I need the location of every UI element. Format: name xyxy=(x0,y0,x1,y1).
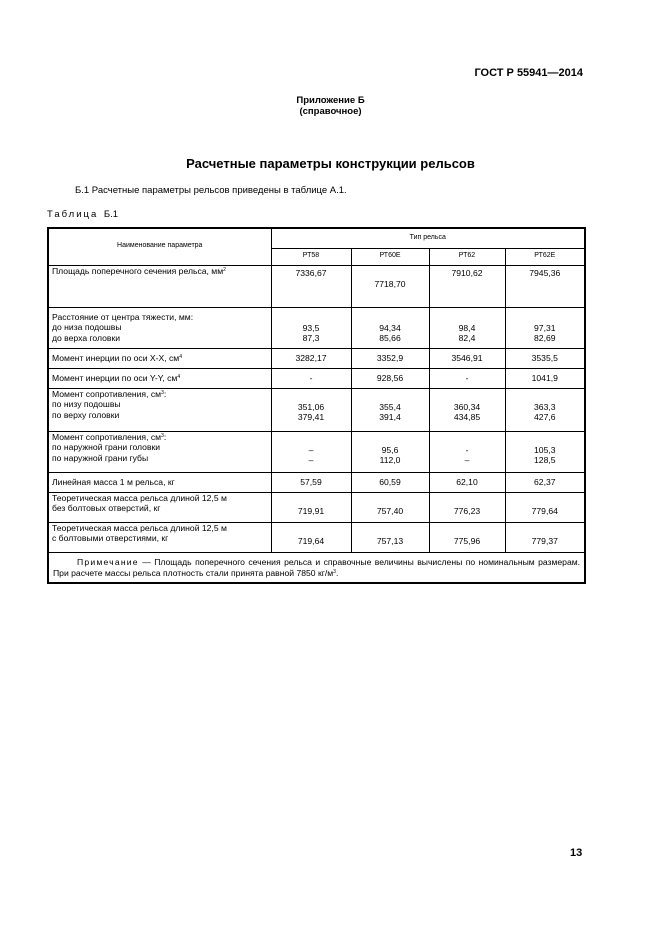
value-cell: 98,4 82,4 xyxy=(429,307,505,348)
value-cell: - xyxy=(429,368,505,388)
value-cell: 355,4 391,4 xyxy=(351,388,429,431)
value-cell: 97,31 82,69 xyxy=(505,307,585,348)
page-number: 13 xyxy=(570,847,583,859)
value-cell: 3282,17 xyxy=(271,348,351,368)
value-cell: 7336,67 xyxy=(271,265,351,307)
table-header-row xyxy=(48,228,585,248)
value-cell: - – xyxy=(429,431,505,472)
param-name: Линейная масса 1 м рельса, кг xyxy=(48,472,271,492)
param-name: Теоретическая масса рельса длиной 12,5 м с болтовыми отверстиями, кг xyxy=(48,522,271,552)
value-cell: 363,3 427,6 xyxy=(505,388,585,431)
value-cell: 719,91 xyxy=(271,492,351,522)
param-name: Момент сопротивления, $см^3$: по наружной грани головки по наружной грани губы xyxy=(48,431,271,472)
table-caption-label: Таблица xyxy=(47,209,99,220)
rail-parameters-table xyxy=(47,227,586,584)
value-cell: 779,37 xyxy=(505,522,585,552)
type-header: РТ62 xyxy=(429,248,505,265)
table-row xyxy=(48,492,585,522)
note-text: — Площадь поперечного сечения рельса и справочные величины вычислены по номинальным размерам. При расчете массы рельса плотность стали принята равной 7850 кг/м xyxy=(53,556,581,578)
value-cell: - xyxy=(271,368,351,388)
table-caption-number: Б.1 xyxy=(103,209,119,220)
value-cell: 57,59 xyxy=(271,472,351,492)
value-cell: 105,3 128,5 xyxy=(505,431,585,472)
value-cell: 779,64 xyxy=(505,492,585,522)
value-cell: 7945,36 xyxy=(505,265,585,307)
note-row xyxy=(48,552,585,583)
type-header: РТ62Е xyxy=(505,248,585,265)
value-cell: 351,06 379,41 xyxy=(271,388,351,431)
document-number: ГОСТ Р 55941—2014 xyxy=(474,67,583,79)
value-cell: 94,34 85,66 xyxy=(351,307,429,348)
table-row xyxy=(48,265,585,307)
table-note: Примечание — Площадь поперечного сечения рельса и справочные величины вычислены по номинальным размерам. При расчете массы рельса плотность стали принята равной 7850 $кг/м^3$. xyxy=(48,552,585,583)
value-cell: 928,56 xyxy=(351,368,429,388)
value-cell: 757,40 xyxy=(351,492,429,522)
note-label: Примечание xyxy=(77,556,139,567)
table-row xyxy=(48,472,585,492)
value-cell: 62,10 xyxy=(429,472,505,492)
intro-paragraph: Б.1 Расчетные параметры рельсов приведены в таблице А.1. xyxy=(75,185,347,196)
value-cell: 7718,70 xyxy=(351,265,429,307)
type-column-header: Тип рельса xyxy=(271,228,585,248)
param-name: Теоретическая масса рельса длиной 12,5 м без болтовых отверстий, кг xyxy=(48,492,271,522)
param-name: Момент сопротивления, $см^3$: по низу подошвы по верху головки xyxy=(48,388,271,431)
section-title: Расчетные параметры конструкции рельсов xyxy=(186,156,475,171)
param-name: Момент инерции по оси X-X, $см^4$ xyxy=(48,348,271,368)
table-caption xyxy=(47,209,118,220)
value-cell: 775,96 xyxy=(429,522,505,552)
param-name: Момент инерции по оси Y-Y, $см^4$ xyxy=(48,368,271,388)
value-cell: 360,34 434,85 xyxy=(429,388,505,431)
value-cell: 3546,91 xyxy=(429,348,505,368)
value-cell: 93,5 87,3 xyxy=(271,307,351,348)
table-row xyxy=(48,307,585,348)
table-row xyxy=(48,388,585,431)
value-cell: 7910,62 xyxy=(429,265,505,307)
value-cell: – – xyxy=(271,431,351,472)
table-row xyxy=(48,348,585,368)
param-name: Площадь поперечного сечения рельса, $мм^2$ xyxy=(48,265,271,307)
appendix-title: Приложение Б xyxy=(296,95,365,106)
type-header: РТ60Е xyxy=(351,248,429,265)
value-cell: 3352,9 xyxy=(351,348,429,368)
table-row xyxy=(48,431,585,472)
value-cell: 719,64 xyxy=(271,522,351,552)
param-column-header: Наименование параметра xyxy=(48,228,271,265)
value-cell: 95,6 112,0 xyxy=(351,431,429,472)
value-cell: 62,37 xyxy=(505,472,585,492)
value-cell: 757,13 xyxy=(351,522,429,552)
value-cell: 3535,5 xyxy=(505,348,585,368)
table-row xyxy=(48,368,585,388)
value-cell: 1041,9 xyxy=(505,368,585,388)
param-name: Расстояние от центра тяжести, мм: до низа подошвы до верха головки xyxy=(48,307,271,348)
type-header: РТ58 xyxy=(271,248,351,265)
appendix-subtitle: (справочное) xyxy=(299,106,362,117)
value-cell: 60,59 xyxy=(351,472,429,492)
table-row xyxy=(48,522,585,552)
value-cell: 776,23 xyxy=(429,492,505,522)
appendix-heading xyxy=(0,95,661,117)
